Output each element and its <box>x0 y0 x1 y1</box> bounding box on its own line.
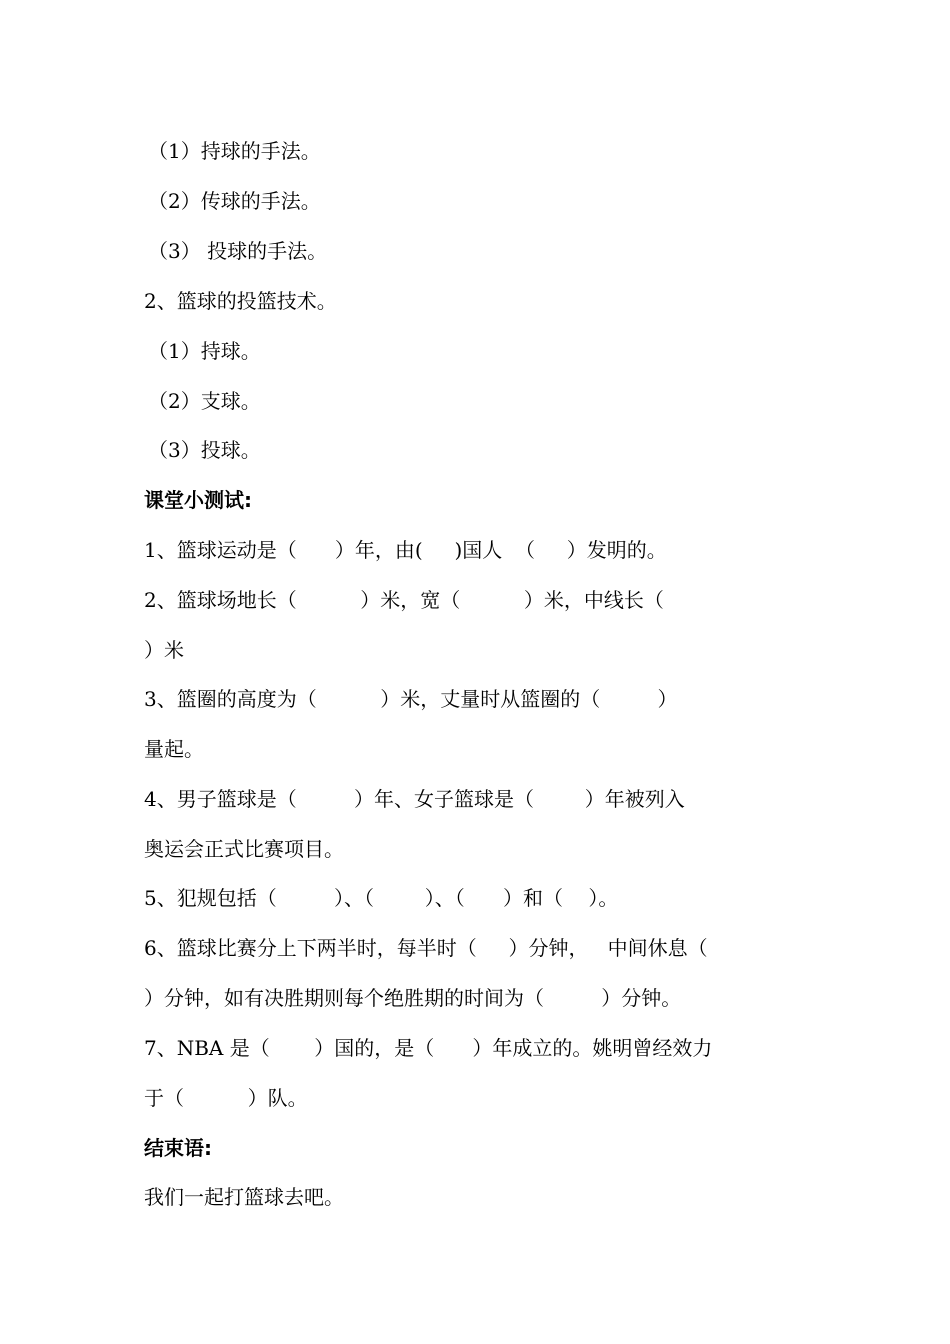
outline-item-2-sub-1: （1）持球。 <box>148 339 261 363</box>
quiz-question-7-line-2: 于（ ）队。 <box>144 1086 308 1110</box>
quiz-question-3-line-2: 量起。 <box>144 737 204 761</box>
quiz-question-3-line-1: 3、篮圈的高度为（ ）米，丈量时从篮圈的（ ） <box>144 687 678 711</box>
outline-item-1-sub-2: （2）传球的手法。 <box>148 189 321 213</box>
quiz-question-7-line-1: 7、NBA 是（ ）国的，是（ ）年成立的。姚明曾经效力 <box>144 1036 713 1060</box>
outline-item-2-sub-2: （2）支球。 <box>148 389 261 413</box>
quiz-question-4-line-1: 4、男子篮球是（ ）年、女子篮球是（ ）年被列入 <box>144 787 685 811</box>
quiz-question-1: 1、篮球运动是（ ）年，由( )国人 （ ）发明的。 <box>144 538 667 562</box>
quiz-question-6-line-1: 6、篮球比赛分上下两半时，每半时（ ）分钟， 中间休息（ <box>144 936 708 960</box>
closing-text: 我们一起打篮球去吧。 <box>144 1185 344 1209</box>
closing-heading: 结束语: <box>144 1136 212 1160</box>
quiz-heading: 课堂小测试: <box>144 488 252 512</box>
quiz-question-4-line-2: 奥运会正式比赛项目。 <box>144 837 344 861</box>
quiz-question-2-line-2: ）米 <box>144 638 184 662</box>
quiz-question-2-line-1: 2、篮球场地长（ ）米，宽（ ）米，中线长（ <box>144 588 664 612</box>
quiz-question-6-line-2: ）分钟，如有决胜期则每个绝胜期的时间为（ ）分钟。 <box>144 986 682 1010</box>
quiz-question-5: 5、犯规包括（ ）、（ ）、（ ）和（ ）。 <box>144 886 619 910</box>
outline-item-1-sub-1: （1）持球的手法。 <box>148 139 321 163</box>
outline-item-2-sub-3: （3）投球。 <box>148 438 261 462</box>
outline-item-2: 2、篮球的投篮技术。 <box>144 289 337 313</box>
outline-item-1-sub-3: （3） 投球的手法。 <box>148 239 328 263</box>
